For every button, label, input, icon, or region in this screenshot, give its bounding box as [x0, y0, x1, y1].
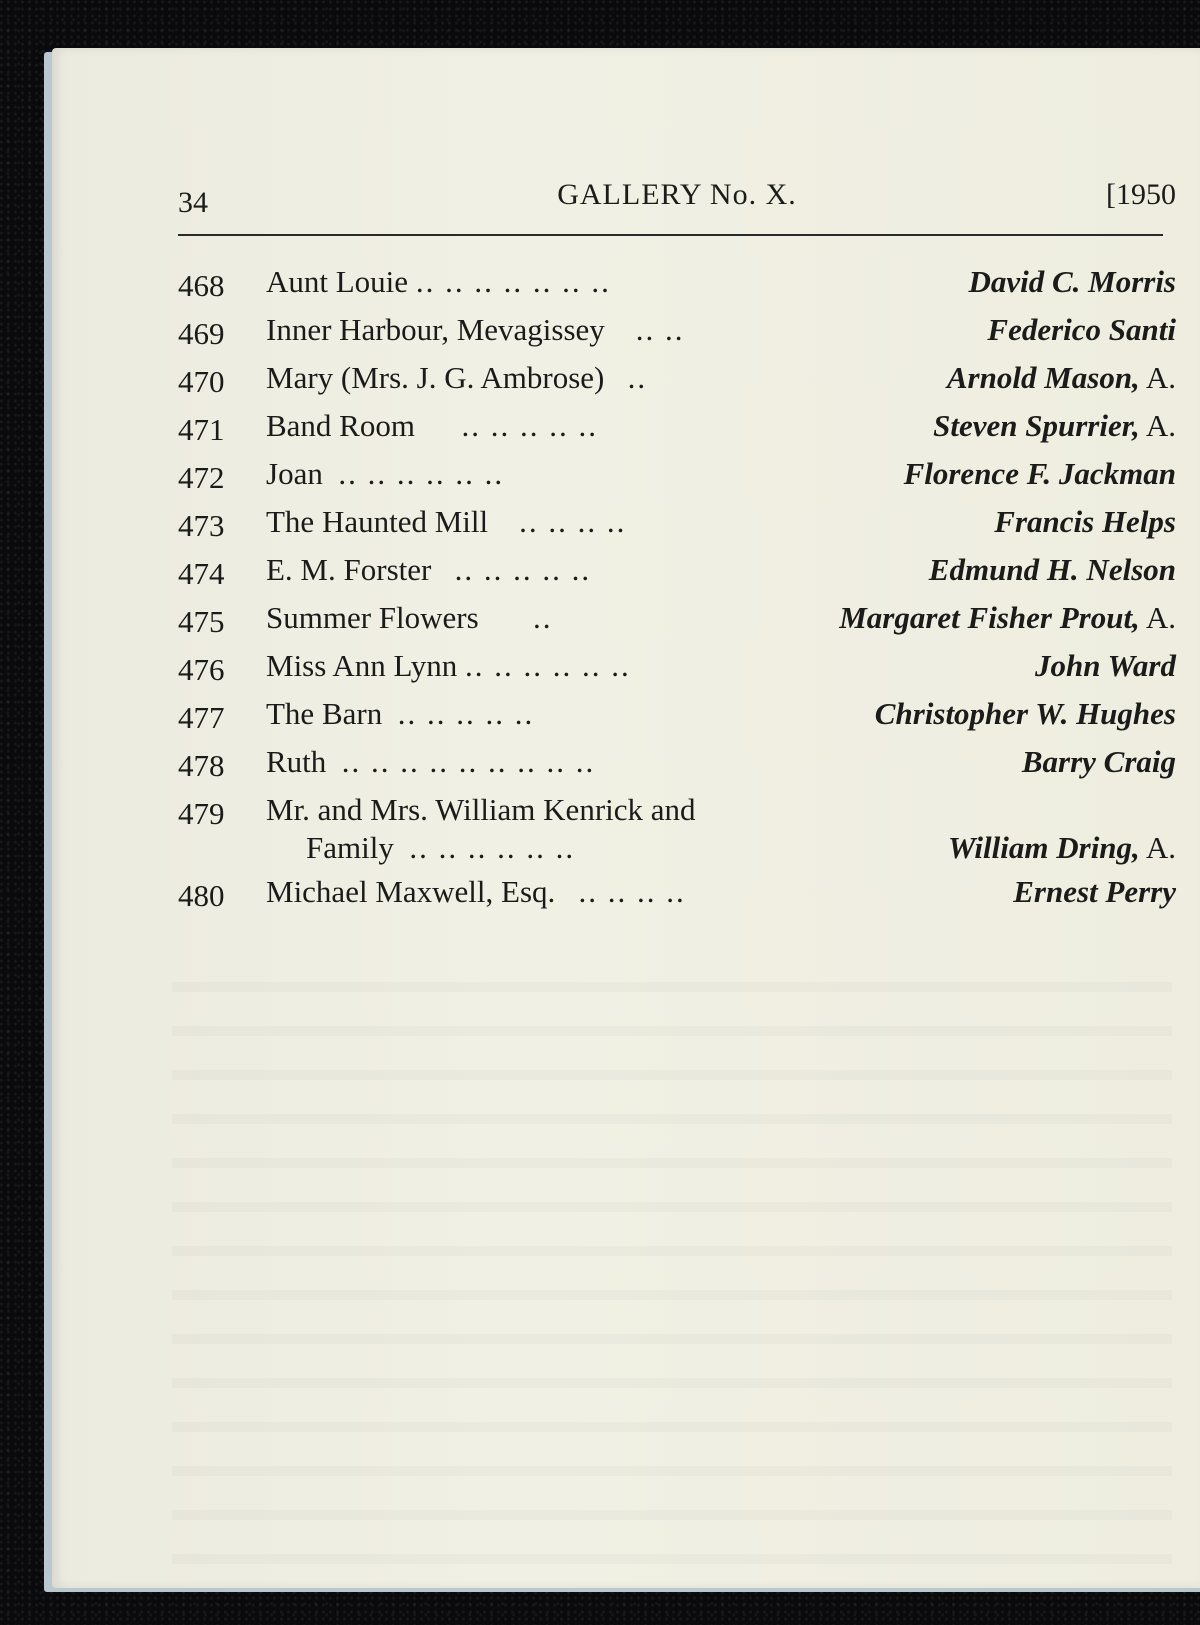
entry-number: 479: [178, 796, 225, 831]
entry-title: The Barn .. .. .. .. ..: [266, 696, 535, 731]
leader-dots: .. .. .. .. ..: [397, 696, 535, 731]
entry-number: 474: [178, 556, 225, 591]
leader-dots: .. .. .. .. .. .. ..: [415, 264, 611, 299]
leader-dots: .. ..: [635, 312, 685, 347]
entry-artist: William Dring, A.: [948, 830, 1176, 865]
entry-artist: Margaret Fisher Prout, A.: [839, 600, 1176, 635]
leader-dots: .. .. .. .. ..: [454, 552, 592, 587]
entry-title: Joan .. .. .. .. .. ..: [266, 456, 505, 491]
entry-title: Inner Harbour, Mevagissey .. ..: [266, 312, 685, 347]
entry-title: Band Room .. .. .. .. ..: [266, 408, 598, 443]
page-header: [178, 178, 1176, 230]
entry-artist: Francis Helps: [994, 504, 1176, 539]
entry-title-continued: Family .. .. .. .. .. ..: [306, 830, 576, 865]
entry-title: Mary (Mrs. J. G. Ambrose) ..: [266, 360, 648, 395]
catalogue-entry: [178, 690, 1176, 738]
entry-artist: Federico Santi: [987, 312, 1176, 347]
leader-dots: .. .. .. .. .. ..: [409, 830, 576, 865]
show-through-text: [172, 948, 1172, 1568]
catalogue-entry: [178, 738, 1176, 786]
entry-title: Miss Ann Lynn .. .. .. .. .. ..: [266, 648, 631, 683]
catalogue-entry: [178, 594, 1176, 642]
entry-title: The Haunted Mill .. .. .. ..: [266, 504, 627, 539]
entry-title: Mr. and Mrs. William Kenrick and: [266, 792, 696, 827]
catalogue-entry: [178, 786, 1176, 868]
entry-artist: Arnold Mason, A.: [946, 360, 1176, 395]
page-number: 34: [178, 186, 208, 219]
running-title: GALLERY No. X.: [557, 178, 797, 211]
entry-number: 471: [178, 412, 225, 447]
catalogue-entry: [178, 498, 1176, 546]
entry-artist: Edmund H. Nelson: [928, 552, 1176, 587]
leader-dots: .. .. .. .. .. ..: [338, 456, 505, 491]
entry-title: Ruth .. .. .. .. .. .. .. .. ..: [266, 744, 596, 779]
entry-title: Michael Maxwell, Esq. .. .. .. ..: [266, 874, 686, 909]
year-marker: [1950: [1106, 178, 1176, 211]
leader-dots: .. .. .. ..: [519, 504, 627, 539]
catalogue-entry: [178, 450, 1176, 498]
catalogue-entry: [178, 258, 1176, 306]
catalogue-entry: [178, 354, 1176, 402]
entry-number: 476: [178, 652, 225, 687]
entry-number: 475: [178, 604, 225, 639]
entry-number: 477: [178, 700, 225, 735]
leader-dots: ..: [532, 600, 553, 635]
catalogue-entry: [178, 868, 1176, 916]
entry-artist: John Ward: [1035, 648, 1176, 683]
entry-artist: Christopher W. Hughes: [874, 696, 1176, 731]
catalogue-entries: [178, 258, 1176, 916]
entry-number: 468: [178, 268, 225, 303]
entry-number: 480: [178, 878, 225, 913]
catalogue-entry: [178, 642, 1176, 690]
catalogue-entry: [178, 546, 1176, 594]
entry-number: 469: [178, 316, 225, 351]
entry-number: 473: [178, 508, 225, 543]
catalogue-entry: [178, 402, 1176, 450]
entry-artist: Ernest Perry: [1013, 874, 1176, 909]
catalogue-entry: [178, 306, 1176, 354]
leader-dots: .. .. .. .. ..: [461, 408, 598, 443]
entry-artist: Barry Craig: [1021, 744, 1176, 779]
entry-number: 478: [178, 748, 225, 783]
entry-title: Summer Flowers ..: [266, 600, 553, 635]
leader-dots: ..: [627, 360, 648, 395]
leader-dots: .. .. .. .. .. .. .. .. ..: [341, 744, 596, 779]
leader-dots: .. .. .. .. .. ..: [464, 648, 631, 683]
entry-artist: David C. Morris: [968, 264, 1176, 299]
entry-number: 470: [178, 364, 225, 399]
entry-artist: Steven Spurrier, A.: [933, 408, 1176, 443]
entry-artist: Florence F. Jackman: [903, 456, 1176, 491]
entry-title: E. M. Forster .. .. .. .. ..: [266, 552, 592, 587]
entry-title: Aunt Louie .. .. .. .. .. .. ..: [266, 264, 611, 299]
header-rule: [178, 234, 1163, 236]
entry-number: 472: [178, 460, 225, 495]
leader-dots: .. .. .. ..: [578, 874, 686, 909]
